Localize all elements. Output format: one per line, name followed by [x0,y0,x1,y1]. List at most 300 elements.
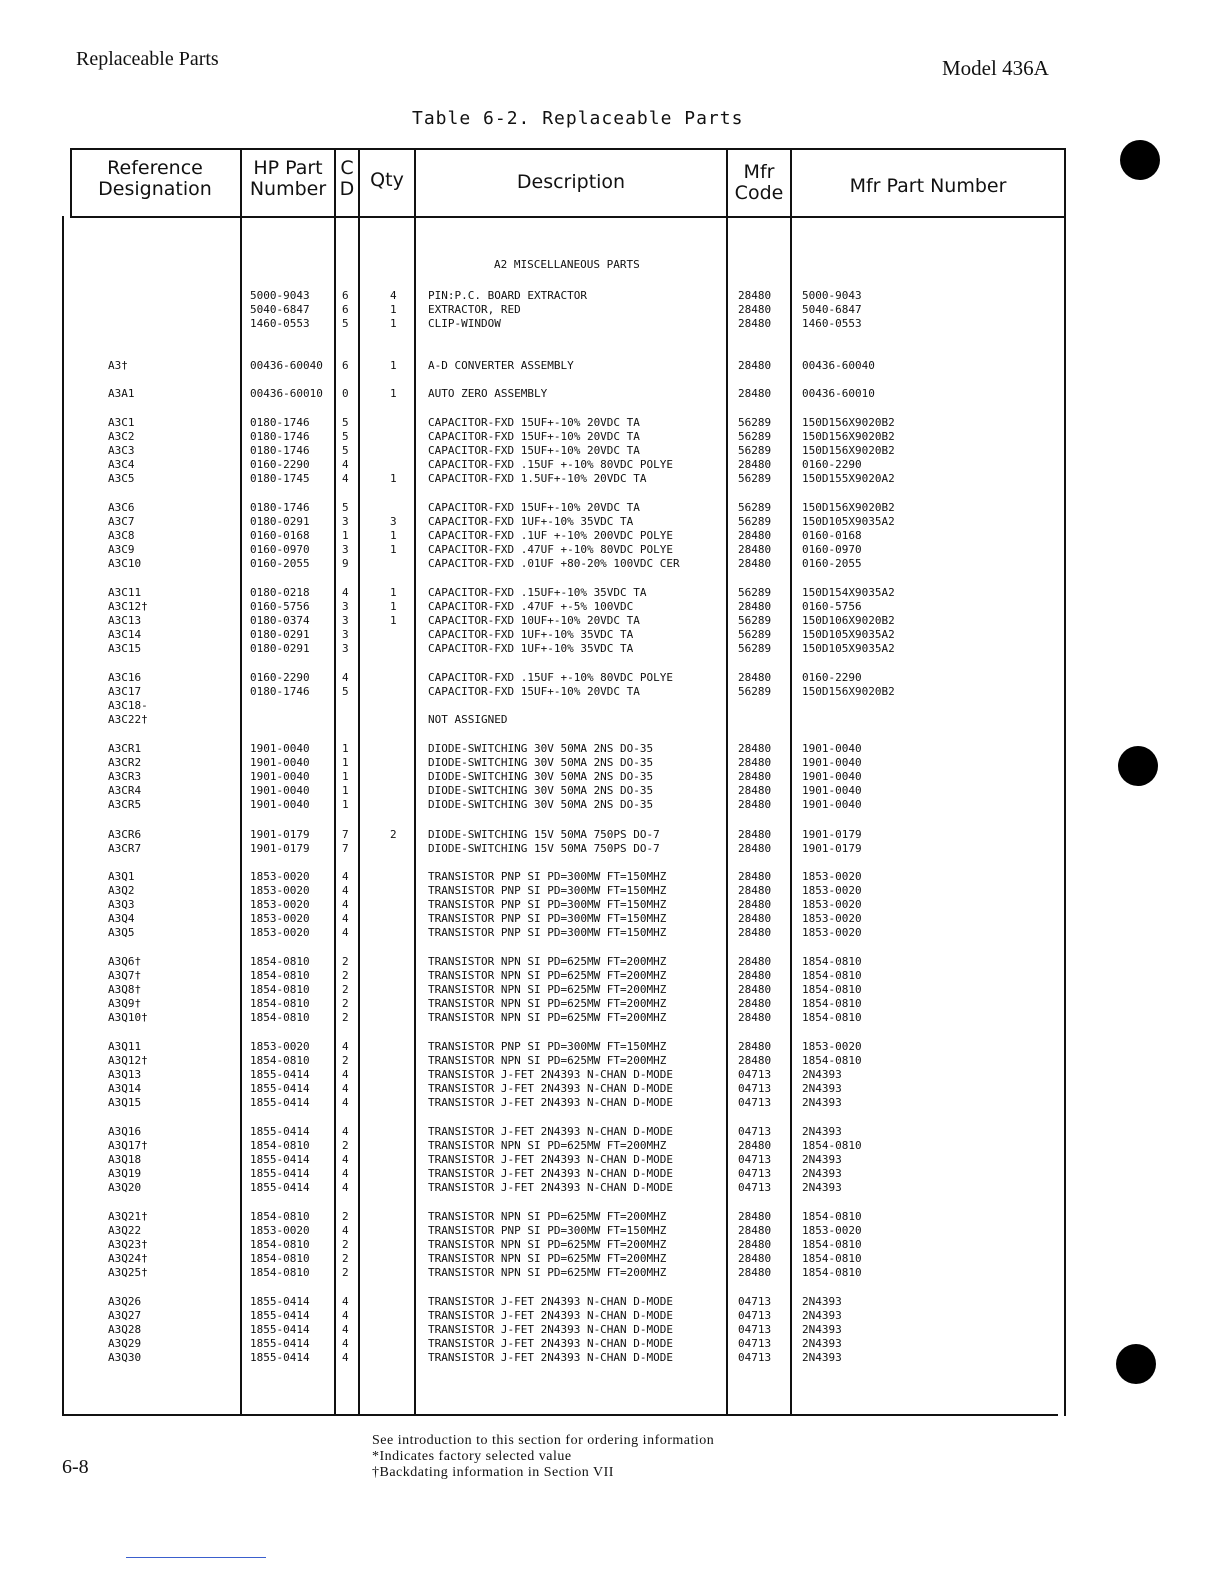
header-qty: Qty [370,169,404,191]
mfr-part-number: 150D154X9035A2 [802,586,895,599]
running-header-left: Replaceable Parts [76,48,219,70]
mfr-code: 28480 [738,1238,772,1251]
hp-part-number: 1901-0040 [250,798,310,811]
hp-part-number: 1854-0810 [250,1011,310,1024]
check-digit: 3 [342,600,349,613]
ref-designation: A3Q2 [108,884,135,897]
check-digit: 4 [342,472,349,485]
check-digit: 3 [342,543,349,556]
mfr-part-number: 1854-0810 [802,1139,862,1152]
hp-part-number: 1854-0810 [250,955,310,968]
check-digit: 5 [342,501,349,514]
description: TRANSISTOR J-FET 2N4393 N-CHAN D-MODE [428,1181,674,1194]
description: CAPACITOR-FXD 1UF+-10% 35VDC TA [428,515,634,528]
description: TRANSISTOR NPN SI PD=625MW FT=200MHZ [428,1238,667,1251]
description: CAPACITOR-FXD 10UF+-10% 20VDC TA [428,614,640,627]
mfr-part-number: 1853-0020 [802,1040,862,1053]
mfr-code: 28480 [738,289,772,302]
hp-part-number: 0180-0218 [250,586,310,599]
mfr-part-number: 1853-0020 [802,884,862,897]
ref-designation: A3C10 [108,557,142,570]
ref-designation: A3Q22 [108,1224,142,1237]
check-digit: 2 [342,1266,349,1279]
description: CLIP-WINDOW [428,317,501,330]
col-rule-4 [414,148,416,1416]
hp-part-number: 1901-0040 [250,742,310,755]
quantity: 4 [390,289,397,302]
hp-part-number: 0160-0168 [250,529,310,542]
check-digit: 1 [342,770,349,783]
description: CAPACITOR-FXD 1.5UF+-10% 20VDC TA [428,472,647,485]
ref-designation: A3A1 [108,387,135,400]
ref-designation: A3Q20 [108,1181,142,1194]
header-mfr-part-number: Mfr Part Number [849,175,1007,197]
check-digit: 2 [342,1252,349,1265]
mfr-code: 28480 [738,798,772,811]
ref-designation: A3Q8† [108,983,142,996]
check-digit: 9 [342,557,349,570]
col-rule-6 [790,148,792,1416]
check-digit: 2 [342,955,349,968]
mfr-code: 56289 [738,501,772,514]
ref-designation: A3C8 [108,529,135,542]
mfr-code: 28480 [738,1252,772,1265]
check-digit: 3 [342,614,349,627]
description: A-D CONVERTER ASSEMBLY [428,359,574,372]
hp-part-number: 1855-0414 [250,1181,310,1194]
hp-part-number: 1460-0553 [250,317,310,330]
check-digit: 4 [342,884,349,897]
mfr-part-number: 1901-0040 [802,756,862,769]
description: TRANSISTOR NPN SI PD=625MW FT=200MHZ [428,955,667,968]
quantity: 1 [390,614,397,627]
description: TRANSISTOR NPN SI PD=625MW FT=200MHZ [428,1266,667,1279]
hp-part-number: 1855-0414 [250,1167,310,1180]
description: CAPACITOR-FXD .47UF +-5% 100VDC [428,600,634,613]
ref-designation: A3Q28 [108,1323,142,1336]
check-digit: 4 [342,671,349,684]
description: TRANSISTOR J-FET 2N4393 N-CHAN D-MODE [428,1153,674,1166]
table-top-rule [70,148,1066,150]
mfr-code: 56289 [738,444,772,457]
mfr-code: 28480 [738,756,772,769]
hp-part-number: 0160-2290 [250,671,310,684]
hp-part-number: 1855-0414 [250,1295,310,1308]
ref-designation: A3Q17† [108,1139,148,1152]
footnotes [372,1433,714,1481]
ref-designation: A3C18- [108,699,148,712]
mfr-code: 28480 [738,1011,772,1024]
mfr-part-number: 150D156X9020B2 [802,416,895,429]
ref-designation: A3CR5 [108,798,142,811]
hp-part-number: 1854-0810 [250,969,310,982]
mfr-part-number: 1853-0020 [802,1224,862,1237]
mfr-part-number: 0160-2290 [802,458,862,471]
check-digit: 2 [342,1139,349,1152]
quantity: 1 [390,303,397,316]
mfr-code: 28480 [738,1210,772,1223]
description: TRANSISTOR NPN SI PD=625MW FT=200MHZ [428,969,667,982]
mfr-part-number: 1854-0810 [802,1011,862,1024]
ref-designation: A3Q16 [108,1125,142,1138]
ref-designation: A3C12† [108,600,148,613]
quantity: 1 [390,586,397,599]
mfr-code: 04713 [738,1096,772,1109]
ref-designation: A3† [108,359,128,372]
hp-part-number: 1901-0040 [250,756,310,769]
check-digit: 7 [342,842,349,855]
mfr-code: 28480 [738,884,772,897]
hp-part-number: 5000-9043 [250,289,310,302]
mfr-part-number: 2N4393 [802,1337,842,1350]
description: TRANSISTOR PNP SI PD=300MW FT=150MHZ [428,870,667,883]
mfr-code: 04713 [738,1181,772,1194]
description: DIODE-SWITCHING 15V 50MA 750PS DO-7 [428,842,660,855]
mfr-part-number: 2N4393 [802,1096,842,1109]
description: TRANSISTOR NPN SI PD=625MW FT=200MHZ [428,997,667,1010]
mfr-code: 28480 [738,557,772,570]
ref-designation: A3Q11 [108,1040,142,1053]
mfr-code: 28480 [738,784,772,797]
mfr-part-number: 2N4393 [802,1167,842,1180]
mfr-part-number: 2N4393 [802,1082,842,1095]
quantity: 1 [390,543,397,556]
check-digit: 4 [342,1351,349,1364]
table-right-rule [1064,148,1066,1416]
check-digit: 4 [342,1096,349,1109]
ref-designation: A3Q15 [108,1096,142,1109]
mfr-code: 04713 [738,1323,772,1336]
mfr-part-number: 1853-0020 [802,926,862,939]
footnote-backdating: †Backdating information in Section VII [372,1465,614,1480]
mfr-code: 28480 [738,983,772,996]
mfr-part-number: 1901-0179 [802,842,862,855]
ref-designation: A3C11 [108,586,142,599]
check-digit: 4 [342,1125,349,1138]
hp-part-number: 0180-0291 [250,515,310,528]
hp-part-number: 1853-0020 [250,870,310,883]
mfr-part-number: 2N4393 [802,1153,842,1166]
mfr-part-number: 1853-0020 [802,912,862,925]
hp-part-number: 1854-0810 [250,1054,310,1067]
description: DIODE-SWITCHING 15V 50MA 750PS DO-7 [428,828,660,841]
check-digit: 4 [342,912,349,925]
mfr-code: 28480 [738,303,772,316]
check-digit: 5 [342,444,349,457]
mfr-code: 04713 [738,1337,772,1350]
mfr-part-number: 1854-0810 [802,1266,862,1279]
mfr-code: 28480 [738,1054,772,1067]
check-digit: 4 [342,1040,349,1053]
binder-hole [1116,1344,1156,1384]
hp-part-number: 1855-0414 [250,1351,310,1364]
description: NOT ASSIGNED [428,713,508,726]
hp-part-number: 0160-2055 [250,557,310,570]
hp-part-number: 1855-0414 [250,1323,310,1336]
mfr-part-number: 1901-0179 [802,828,862,841]
ref-designation: A3CR4 [108,784,142,797]
mfr-code: 28480 [738,317,772,330]
divider [126,1557,266,1558]
mfr-part-number: 1901-0040 [802,798,862,811]
ref-designation: A3CR6 [108,828,142,841]
mfr-part-number: 00436-60010 [802,387,875,400]
check-digit: 4 [342,926,349,939]
mfr-part-number: 5000-9043 [802,289,862,302]
ref-designation: A3CR1 [108,742,142,755]
description: TRANSISTOR J-FET 2N4393 N-CHAN D-MODE [428,1125,674,1138]
check-digit: 7 [342,828,349,841]
check-digit: 4 [342,1337,349,1350]
description: CAPACITOR-FXD 1UF+-10% 35VDC TA [428,642,634,655]
description: TRANSISTOR PNP SI PD=300MW FT=150MHZ [428,1224,667,1237]
mfr-code: 28480 [738,529,772,542]
description: DIODE-SWITCHING 30V 50MA 2NS DO-35 [428,770,654,783]
mfr-part-number: 1901-0040 [802,770,862,783]
hp-part-number: 1854-0810 [250,1238,310,1251]
mfr-code: 28480 [738,600,772,613]
mfr-part-number: 0160-2055 [802,557,862,570]
check-digit: 2 [342,1210,349,1223]
mfr-part-number: 1901-0040 [802,784,862,797]
hp-part-number: 1855-0414 [250,1153,310,1166]
ref-designation: A3Q23† [108,1238,148,1251]
mfr-code: 28480 [738,955,772,968]
ref-designation: A3C7 [108,515,135,528]
hp-part-number: 0180-1746 [250,501,310,514]
binder-hole [1120,140,1160,180]
check-digit: 4 [342,1068,349,1081]
mfr-code: 28480 [738,359,772,372]
mfr-part-number: 1854-0810 [802,997,862,1010]
mfr-part-number: 150D105X9035A2 [802,628,895,641]
hp-part-number: 1855-0414 [250,1125,310,1138]
check-digit: 1 [342,742,349,755]
check-digit: 3 [342,642,349,655]
mfr-code: 28480 [738,458,772,471]
ref-designation: A3Q29 [108,1337,142,1350]
check-digit: 1 [342,756,349,769]
hp-part-number: 0160-5756 [250,600,310,613]
mfr-code: 04713 [738,1082,772,1095]
ref-designation: A3Q5 [108,926,135,939]
description: TRANSISTOR PNP SI PD=300MW FT=150MHZ [428,884,667,897]
check-digit: 5 [342,416,349,429]
mfr-code: 28480 [738,997,772,1010]
description: CAPACITOR-FXD 15UF+-10% 20VDC TA [428,501,640,514]
mfr-part-number: 1854-0810 [802,1238,862,1251]
mfr-code: 56289 [738,430,772,443]
ref-designation: A3Q14 [108,1082,142,1095]
check-digit: 2 [342,997,349,1010]
mfr-code: 56289 [738,416,772,429]
ref-designation: A3Q21† [108,1210,148,1223]
ref-designation: A3C13 [108,614,142,627]
quantity: 1 [390,317,397,330]
hp-part-number: 0160-2290 [250,458,310,471]
header-bottom-rule [70,216,1066,218]
quantity: 1 [390,600,397,613]
check-digit: 6 [342,289,349,302]
mfr-part-number: 5040-6847 [802,303,862,316]
hp-part-number: 1855-0414 [250,1068,310,1081]
ref-designation: A3C22† [108,713,148,726]
mfr-code: 56289 [738,515,772,528]
description: DIODE-SWITCHING 30V 50MA 2NS DO-35 [428,784,654,797]
hp-part-number: 1855-0414 [250,1082,310,1095]
description: CAPACITOR-FXD 15UF+-10% 20VDC TA [428,430,640,443]
mfr-code: 28480 [738,828,772,841]
footnote-factory-selected: *Indicates factory selected value [372,1449,572,1464]
mfr-code: 28480 [738,1139,772,1152]
ref-designation: A3Q24† [108,1252,148,1265]
ref-designation: A3CR2 [108,756,142,769]
description: TRANSISTOR J-FET 2N4393 N-CHAN D-MODE [428,1096,674,1109]
hp-part-number: 0160-0970 [250,543,310,556]
description: TRANSISTOR NPN SI PD=625MW FT=200MHZ [428,1139,667,1152]
mfr-part-number: 1854-0810 [802,983,862,996]
description: TRANSISTOR PNP SI PD=300MW FT=150MHZ [428,926,667,939]
hp-part-number: 1853-0020 [250,1040,310,1053]
mfr-part-number: 1854-0810 [802,1054,862,1067]
mfr-code: 28480 [738,1040,772,1053]
check-digit: 3 [342,515,349,528]
hp-part-number: 1901-0040 [250,770,310,783]
mfr-code: 56289 [738,586,772,599]
check-digit: 5 [342,430,349,443]
hp-part-number: 1855-0414 [250,1309,310,1322]
description: TRANSISTOR J-FET 2N4393 N-CHAN D-MODE [428,1068,674,1081]
description: EXTRACTOR, RED [428,303,521,316]
ref-designation: A3C5 [108,472,135,485]
check-digit: 2 [342,1054,349,1067]
quantity: 1 [390,387,397,400]
description: CAPACITOR-FXD 15UF+-10% 20VDC TA [428,685,640,698]
hp-part-number: 0180-1746 [250,444,310,457]
mfr-code: 28480 [738,671,772,684]
description: TRANSISTOR J-FET 2N4393 N-CHAN D-MODE [428,1351,674,1364]
ref-designation: A3C15 [108,642,142,655]
check-digit: 6 [342,359,349,372]
description: TRANSISTOR J-FET 2N4393 N-CHAN D-MODE [428,1167,674,1180]
description: CAPACITOR-FXD .15UF+-10% 35VDC TA [428,586,647,599]
hp-part-number: 00436-60040 [250,359,323,372]
mfr-code: 04713 [738,1068,772,1081]
hp-part-number: 1854-0810 [250,983,310,996]
mfr-part-number: 150D156X9020B2 [802,444,895,457]
description: TRANSISTOR NPN SI PD=625MW FT=200MHZ [428,1210,667,1223]
mfr-code: 28480 [738,770,772,783]
header-mfr-code: Mfr Code [734,161,784,204]
hp-part-number: 5040-6847 [250,303,310,316]
hp-part-number: 1854-0810 [250,997,310,1010]
ref-designation: A3Q26 [108,1295,142,1308]
mfr-part-number: 2N4393 [802,1125,842,1138]
check-digit: 0 [342,387,349,400]
ref-designation: A3CR7 [108,842,142,855]
ref-designation: A3C2 [108,430,135,443]
hp-part-number: 0180-1746 [250,685,310,698]
ref-designation: A3Q7† [108,969,142,982]
mfr-part-number: 150D105X9035A2 [802,642,895,655]
hp-part-number: 1853-0020 [250,884,310,897]
check-digit: 1 [342,529,349,542]
description: CAPACITOR-FXD .01UF +80-20% 100VDC CER [428,557,680,570]
mfr-code: 28480 [738,926,772,939]
hp-part-number: 1854-0810 [250,1210,310,1223]
ref-designation: A3C3 [108,444,135,457]
mfr-part-number: 1460-0553 [802,317,862,330]
check-digit: 6 [342,303,349,316]
mfr-part-number: 1853-0020 [802,870,862,883]
hp-part-number: 0180-1746 [250,430,310,443]
quantity: 2 [390,828,397,841]
description: TRANSISTOR J-FET 2N4393 N-CHAN D-MODE [428,1082,674,1095]
description: TRANSISTOR NPN SI PD=625MW FT=200MHZ [428,983,667,996]
mfr-code: 28480 [738,1266,772,1279]
check-digit: 4 [342,1309,349,1322]
ref-designation: A3C16 [108,671,142,684]
ref-designation: A3Q1 [108,870,135,883]
check-digit: 2 [342,969,349,982]
check-digit: 3 [342,628,349,641]
mfr-code: 28480 [738,870,772,883]
ref-designation: A3C9 [108,543,135,556]
mfr-part-number: 1854-0810 [802,1210,862,1223]
ref-designation: A3C1 [108,416,135,429]
header-reference-designation: Reference Designation [98,157,212,200]
check-digit: 1 [342,784,349,797]
description: TRANSISTOR NPN SI PD=625MW FT=200MHZ [428,1252,667,1265]
col-rule-5 [726,148,728,1416]
ref-designation: A3Q9† [108,997,142,1010]
mfr-part-number: 0160-0970 [802,543,862,556]
description: TRANSISTOR PNP SI PD=300MW FT=150MHZ [428,898,667,911]
ref-designation: A3Q4 [108,912,135,925]
hp-part-number: 1901-0179 [250,842,310,855]
col-rule-3 [358,148,360,1416]
hp-part-number: 1854-0810 [250,1139,310,1152]
running-header-right: Model 436A [942,56,1049,80]
mfr-part-number: 0160-0168 [802,529,862,542]
description: TRANSISTOR J-FET 2N4393 N-CHAN D-MODE [428,1323,674,1336]
mfr-code: 28480 [738,912,772,925]
mfr-code: 28480 [738,543,772,556]
hp-part-number: 0180-1745 [250,472,310,485]
mfr-part-number: 1854-0810 [802,1252,862,1265]
mfr-code: 04713 [738,1351,772,1364]
mfr-part-number: 1854-0810 [802,955,862,968]
mfr-part-number: 150D156X9020B2 [802,430,895,443]
hp-part-number: 0180-0374 [250,614,310,627]
check-digit: 2 [342,983,349,996]
page-number: 6-8 [62,1456,89,1478]
ref-designation: A3C17 [108,685,142,698]
description: CAPACITOR-FXD .15UF +-10% 80VDC POLYE [428,671,674,684]
mfr-part-number: 150D156X9020B2 [802,685,895,698]
mfr-code: 28480 [738,387,772,400]
mfr-code: 28480 [738,742,772,755]
ref-designation: A3C14 [108,628,142,641]
check-digit: 2 [342,1238,349,1251]
hp-part-number: 1853-0020 [250,926,310,939]
mfr-code: 56289 [738,642,772,655]
hp-part-number: 0180-1746 [250,416,310,429]
mfr-code: 04713 [738,1125,772,1138]
hp-part-number: 1854-0810 [250,1266,310,1279]
check-digit: 4 [342,1323,349,1336]
mfr-part-number: 1854-0810 [802,969,862,982]
